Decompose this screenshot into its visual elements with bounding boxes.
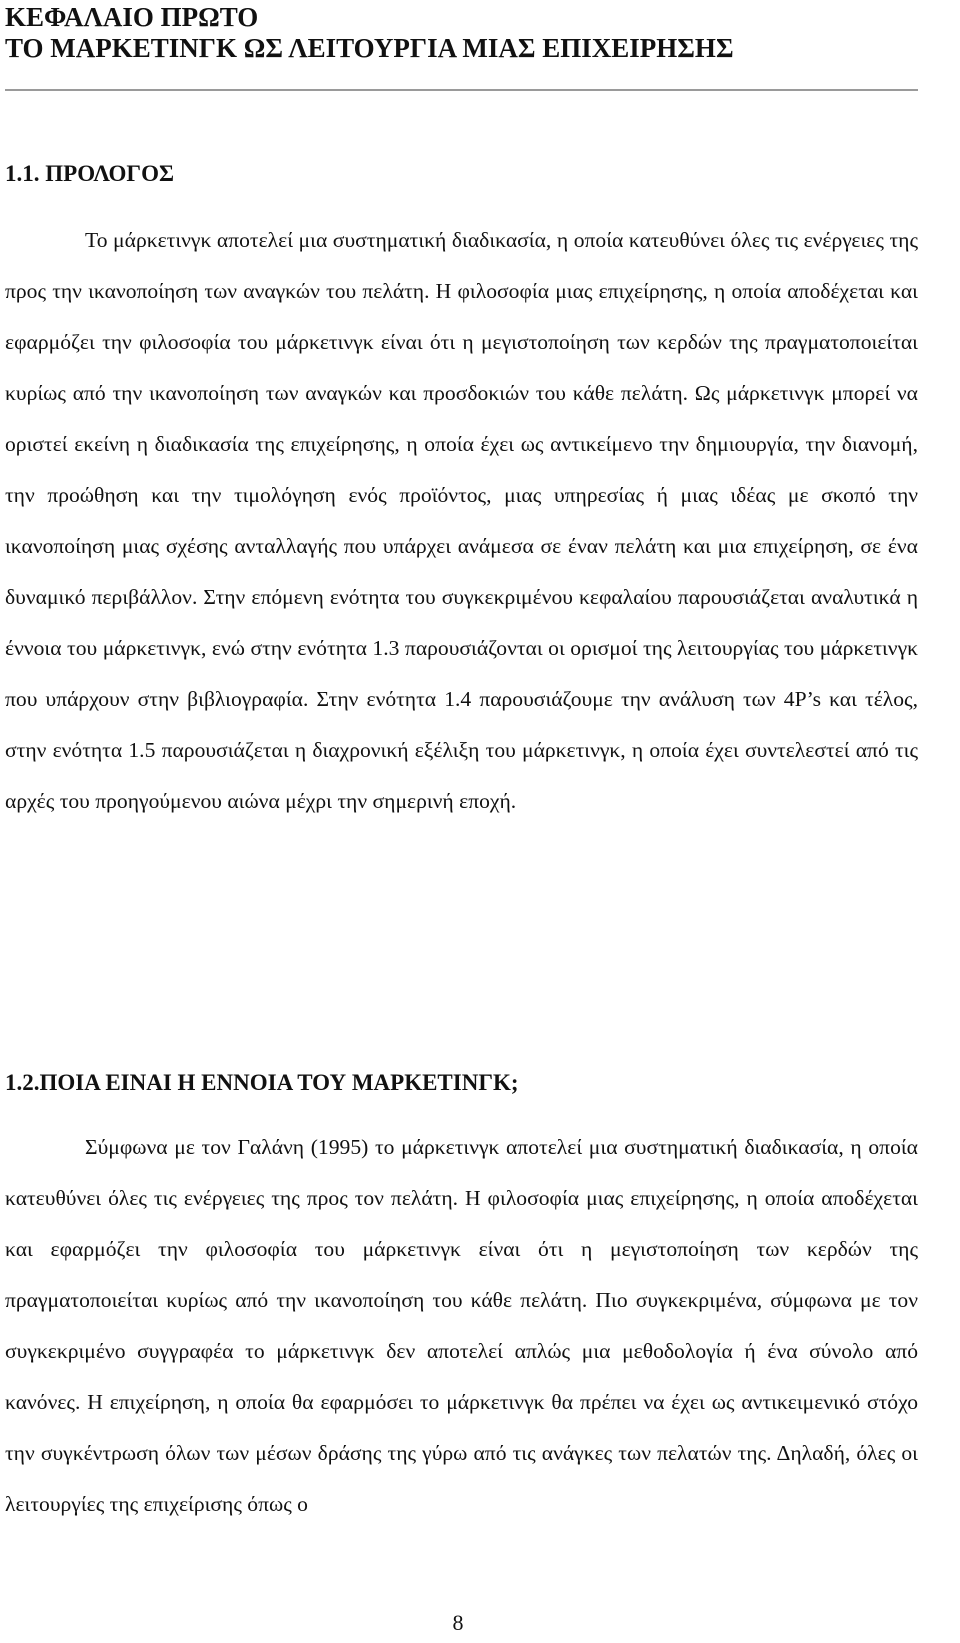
- section-heading-marketing-concept: 1.2.ΠΟΙΑ ΕΙΝΑΙ Η ΕΝΝΟΙΑ ΤΟΥ ΜΑΡΚΕΤΙΝΓΚ;: [5, 1070, 519, 1095]
- page-number: 8: [452, 1610, 464, 1635]
- chapter-title: [5, 2, 734, 64]
- section-heading-prologue: 1.1. ΠΡΟΛΟΓΟΣ: [5, 161, 174, 186]
- title-divider: [5, 89, 918, 91]
- section-paragraph-marketing-concept: Σύμφωνα με τον Γαλάνη (1995) το μάρκετινγκ αποτελεί μια συστηματική διαδικασία, η οποία κατευθύνει όλες τις ενέργειες της προς τον πελάτη. Η φιλοσοφία μιας επιχείρησης, η οποία αποδέχεται και εφαρμόζει την φιλοσοφία του μάρκετινγκ είναι ότι η μεγιστοποίηση των κερδών της πραγματοποιείται κυρίως από την ικανοποίηση του κάθε πελάτη. Πιο συγκεκριμένα, σύμφωνα με τον συγκεκριμένο συγγραφέα το μάρκετινγκ δεν αποτελεί απλώς μια μεθοδολογία ή ένα σύνολο από κανόνες. Η επιχείρηση, η οποία θα εφαρμόσει το μάρκετινγκ θα πρέπει να έχει ως αντικειμενικό στόχο την συγκέντρωση όλων των μέσων δράσης της γύρω από τις ανάγκες των πελατών της. Δηλαδή, όλες οι λειτουργίες της επιχείρισης όπως ο: [5, 1135, 918, 1516]
- chapter-title-line-2: ΤΟ ΜΑΡΚΕΤΙΝΓΚ ΩΣ ΛΕΙΤΟΥΡΓΙΑ ΜΙΑΣ ΕΠΙΧΕΙΡΗΣΗΣ: [5, 33, 734, 63]
- chapter-title-line-1: ΚΕΦΑΛΑΙΟ ΠΡΩΤΟ: [5, 2, 259, 32]
- section-paragraph-prologue: Το μάρκετινγκ αποτελεί μια συστηματική διαδικασία, η οποία κατευθύνει όλες τις ενέργειες της προς την ικανοποίηση των αναγκών του πελάτη. Η φιλοσοφία μιας επιχείρησης, η οποία αποδέχεται και εφαρμόζει την φιλοσοφία του μάρκετινγκ είναι ότι η μεγιστοποίηση των κερδών της πραγματοποιείται κυρίως από την ικανοποίηση των αναγκών και προσδοκιών του κάθε πελάτη. Ως μάρκετινγκ μπορεί να οριστεί εκείνη η διαδικασία της επιχείρησης, η οποία έχει ως αντικείμενο την δημιουργία, την διανομή, την προώθηση και την τιμολόγηση ενός προϊόντος, μιας υπηρεσίας ή μιας ιδέας με σκοπό την ικανοποίηση μιας σχέσης ανταλλαγής που υπάρχει ανάμεσα σε έναν πελάτη και μια επιχείρηση, σε ένα δυναμικό περιβάλλον. Στην επόμενη ενότητα του συγκεκριμένου κεφαλαίου παρουσιάζεται αναλυτικά η έννοια του μάρκετινγκ, ενώ στην ενότητα 1.3 παρουσιάζονται οι ορισμοί της λειτουργίας του μάρκετινγκ που υπάρχουν στην βιβλιογραφία. Στην ενότητα 1.4 παρουσιάζουμε την ανάλυση των 4P’s και τέλος, στην ενότητα 1.5 παρουσιάζεται η διαχρονική εξέλιξη του μάρκετινγκ, η οποία έχει συντελεστεί από τις αρχές του προηγούμενου αιώνα μέχρι την σημερινή εποχή.: [5, 228, 918, 813]
